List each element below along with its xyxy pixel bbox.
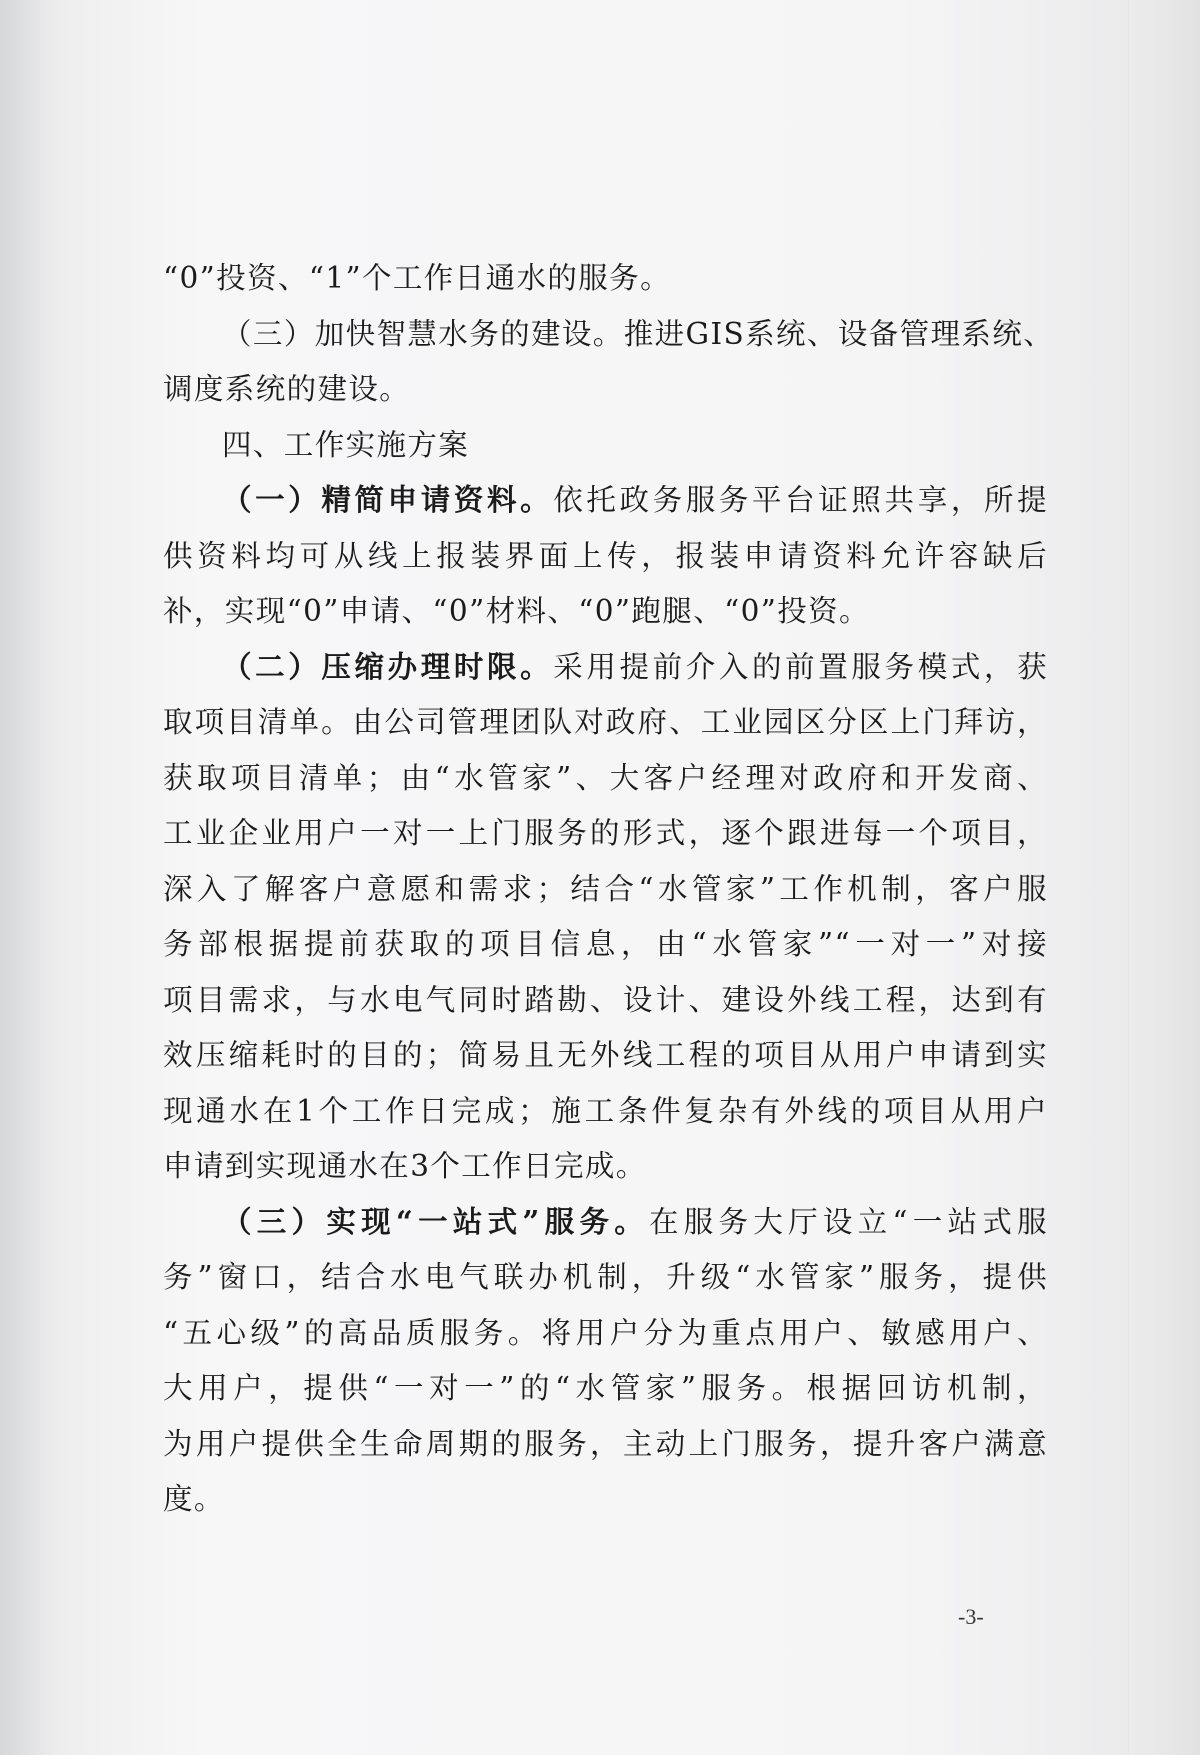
- line-text: 度。: [163, 1482, 225, 1516]
- text-line: [163, 591, 1048, 631]
- text-line: [163, 1368, 1048, 1408]
- section-heading: （一）精简申请资料。: [222, 482, 554, 517]
- text-line: [163, 1313, 1048, 1353]
- line-text: 调度系统的建设。: [163, 372, 411, 406]
- line-text: 为用户提供全生命周期的服务，主动上门服务，提升客户满意: [163, 1427, 1048, 1461]
- section-heading: （三）实现“一站式”服务。: [222, 1204, 649, 1239]
- text-line: [222, 1202, 1048, 1242]
- line-text: 效压缩耗时的目的；简易且无外线工程的项目从用户申请到实: [163, 1038, 1048, 1072]
- text-line: [163, 1091, 1048, 1131]
- text-line: [222, 647, 1048, 687]
- text-line: [163, 1257, 1048, 1297]
- page-number: -3-: [958, 1604, 984, 1629]
- line-text: 取项目清单。由公司管理团队对政府、工业园区分区上门拜访，: [163, 705, 1048, 739]
- text-line: [163, 869, 1048, 909]
- text-line: [222, 480, 1048, 520]
- line-text: 大用户，提供“一对一”的“水管家”服务。根据回访机制，: [163, 1371, 1048, 1405]
- text-line: [163, 758, 1048, 798]
- text-line: [222, 425, 1048, 465]
- line-text: 深入了解客户意愿和需求；结合“水管家”工作机制，客户服: [163, 872, 1048, 906]
- text-line: [163, 924, 1048, 964]
- text-line: [163, 1035, 1048, 1075]
- text-line: [222, 314, 1055, 354]
- line-text: 务部根据提前获取的项目信息，由“水管家”“一对一”对接: [163, 927, 1048, 961]
- line-text: （三）加快智慧水务的建设。推进GIS系统、设备管理系统、: [222, 317, 1055, 351]
- line-text: “0”投资、“1”个工作日通水的服务。: [163, 261, 671, 295]
- text-line: [163, 258, 1048, 298]
- text-line: [163, 369, 1048, 409]
- line-text: “五心级”的高品质服务。将用户分为重点用户、敏感用户、: [163, 1316, 1048, 1350]
- line-text: 申请到实现通水在3个工作日完成。: [163, 1149, 647, 1183]
- line-text: 四、工作实施方案: [222, 428, 470, 462]
- line-text: 务”窗口，结合水电气联办机制，升级“水管家”服务，提供: [163, 1260, 1048, 1294]
- text-line: [163, 980, 1048, 1020]
- line-text: 工业企业用户一对一上门服务的形式，逐个跟进每一个项目，: [163, 816, 1048, 850]
- line-text: 在服务大厅设立“一站式服: [649, 1205, 1048, 1239]
- line-text: 供资料均可从线上报装界面上传，报装申请资料允许容缺后: [163, 539, 1048, 573]
- line-text: 采用提前介入的前置服务模式，获: [553, 650, 1048, 684]
- text-line: [163, 1479, 1048, 1519]
- line-text: 依托政务服务平台证照共享，所提: [553, 483, 1048, 517]
- line-text: 补，实现“0”申请、“0”材料、“0”跑腿、“0”投资。: [163, 594, 870, 628]
- text-line: [163, 813, 1048, 853]
- page-edge-shadow: [1128, 0, 1129, 1755]
- line-text: 现通水在1个工作日完成；施工条件复杂有外线的项目从用户: [163, 1094, 1048, 1128]
- text-line: [163, 1424, 1048, 1464]
- text-line: [163, 702, 1048, 742]
- text-line: [163, 536, 1048, 576]
- section-heading: （二）压缩办理时限。: [222, 649, 554, 684]
- line-text: 获取项目清单；由“水管家”、大客户经理对政府和开发商、: [163, 761, 1048, 795]
- line-text: 项目需求，与水电气同时踏勘、设计、建设外线工程，达到有: [163, 983, 1048, 1017]
- text-line: [163, 1146, 1048, 1186]
